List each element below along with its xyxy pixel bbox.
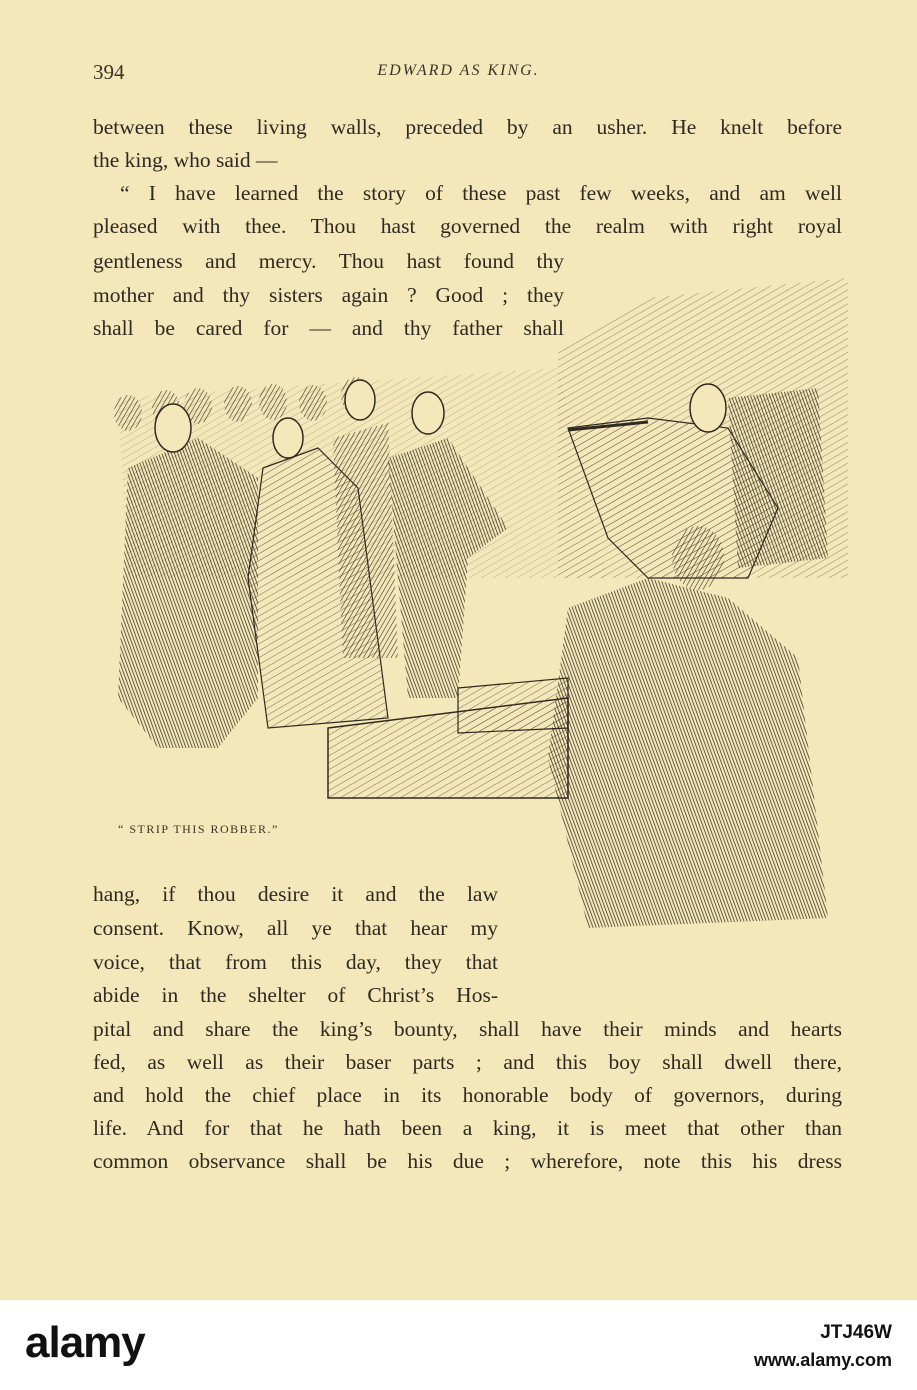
text-line: shall be cared for — and thy father shall [93,316,564,340]
text-line: pital and share the king’s bounty, shall have their minds and hearts [93,1017,842,1041]
alamy-logo: alamy [25,1318,145,1367]
text-line: life. And for that he hath been a king, it is meet that other than [93,1116,842,1140]
text-line: voice, that from this day, they that [93,950,498,974]
text-line: fed, as well as their baser parts ; and this boy shall dwell there, [93,1050,842,1074]
illustration-caption: “ STRIP THIS ROBBER.” [118,822,279,836]
text-line: hang, if thou desire it and the law [93,882,498,906]
text-line: “ I have learned the story of these past few weeks, and am well [120,181,842,205]
text-line: consent. Know, all ye that hear my [93,916,498,940]
text-line: gentleness and mercy. Thou hast found thy [93,249,564,273]
running-head: EDWARD AS KING. [377,62,540,79]
image-id: JTJ46W [820,1322,892,1343]
text-line: between these living walls, preceded by an usher. He knelt before [93,115,842,139]
footer-url: www.alamy.com [753,1350,892,1370]
engraving-illustration [88,278,850,968]
text-line: pleased with thee. Thou hast governed the realm with right royal [93,214,842,238]
text-line: the king, who said — [93,148,278,172]
text-line: common observance shall be his due ; wherefore, note this his dress [93,1149,842,1173]
text-line: abide in the shelter of Christ’s Hos- [93,983,498,1007]
text-line: mother and thy sisters again ? Good ; they [93,283,564,307]
page-number: 394 [93,60,125,84]
text-line: and hold the chief place in its honorable body of governors, during [93,1083,842,1107]
